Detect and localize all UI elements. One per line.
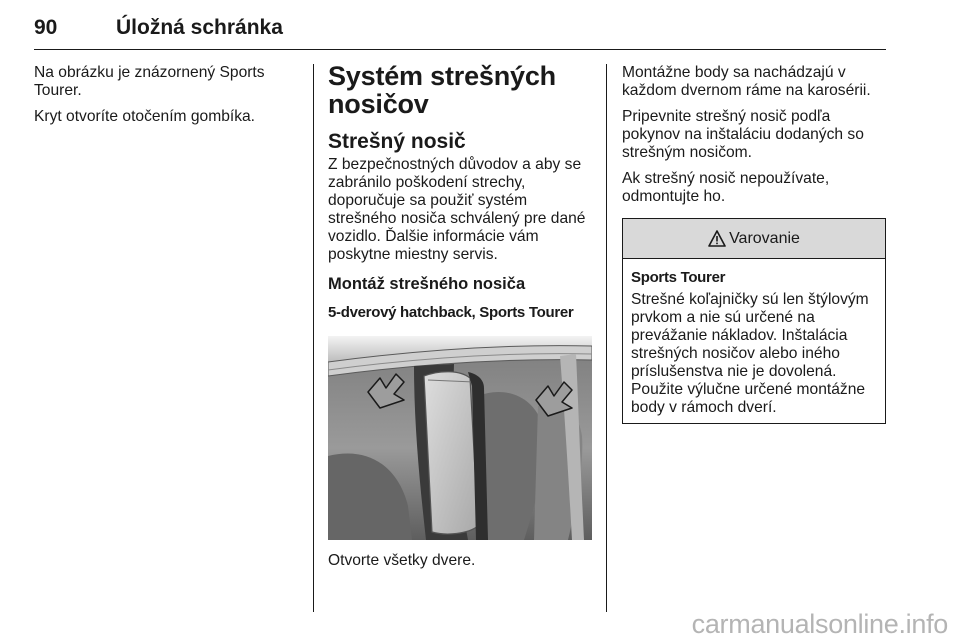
column-divider-left [313,64,314,612]
paragraph-attach-instructions: Pripevnite strešný nosič podľa pokynov na inštaláciu dodaných so strešným nosičom. [622,108,864,161]
page-header [34,10,886,50]
figure-caption: Otvorte všetky dvere. [328,552,476,569]
column-right [622,64,886,424]
column-middle [328,61,593,578]
warning-triangle-icon [708,230,726,247]
column-divider-right [606,64,607,612]
section-title: Systém strešných nosičov [328,61,556,119]
paragraph-knob-instruction: Kryt otvoríte otočením gombíka. [34,108,256,125]
paragraph-mounting-points: Montážne body sa nachádzajú v každom dvernom ráme na karosérii. [622,64,871,99]
paragraph-sports-tourer-note: Na obrázku je znázornený Sports Tourer. [34,64,265,99]
page-number: 90 [34,16,58,39]
door-frame-drawing [328,336,592,540]
warning-title: Sports Tourer [631,269,726,286]
warning-heading: Varovanie [729,229,800,247]
roof-rack-intro: Z bezpečnostných důvodov a aby se zabránilo poškodení strechy, doporučuje sa použiť systém strešného nosiča schválený pre dané vozidlo. Ďalšie informácie vám poskytne miestny servis. [328,156,586,263]
warning-body [623,259,885,423]
warning-text: Strešné koľajničky sú len štýlovým prvkom a nie sú určené na prevážanie nákladov. Inštalácia strešných nosičov alebo iného príslušenstva nie je dovolená. Použite výlučne určené montážne body v rámoch dverí. [631,291,869,416]
door-frame-illustration [328,336,592,540]
warning-header [623,219,885,259]
warning-box [622,218,886,424]
watermark: carmanualsonline.info [691,609,948,639]
paragraph-remove-when-unused: Ak strešný nosič nepoužívate, odmontujte ho. [622,170,830,205]
chapter-title: Úložná schránka [116,16,283,39]
mounting-title: Montáž strešného nosiča [328,275,526,293]
column-left [34,64,284,134]
variant-label: 5-dverový hatchback, Sports Tourer [328,304,574,321]
subsection-title: Strešný nosič [328,130,466,153]
